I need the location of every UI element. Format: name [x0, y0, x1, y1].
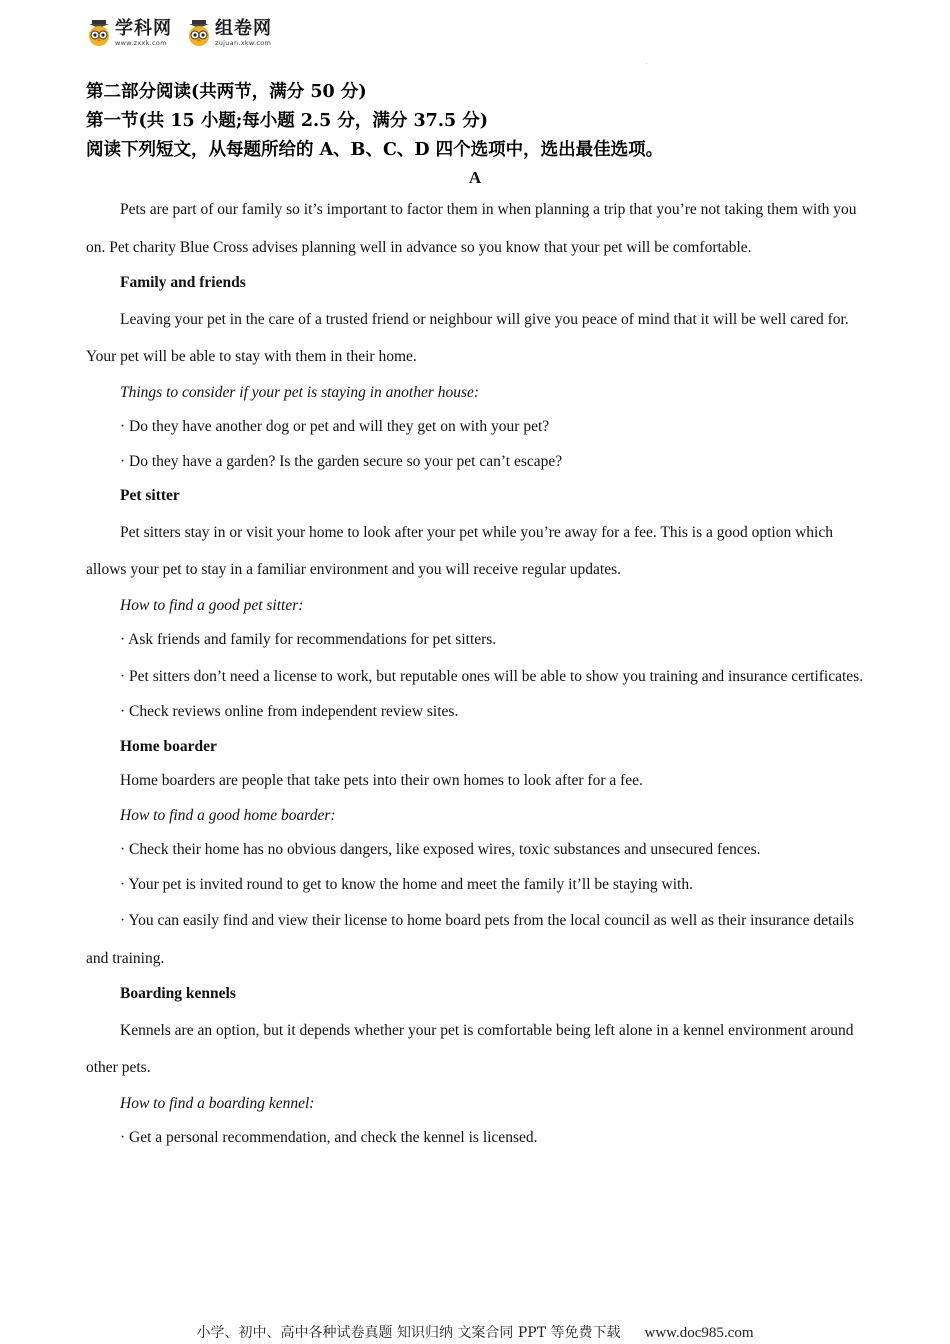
owl-mascot-icon	[186, 19, 212, 47]
owl-mascot-icon	[86, 19, 112, 47]
bullet-item: · Your pet is invited round to get to know the home and meet the family it’ll be staying with.	[120, 875, 693, 893]
exam-content	[86, 78, 864, 1156]
bullet-item: · Check their home has no obvious dangers, like exposed wires, toxic substances and unsecured fences.	[120, 841, 761, 858]
bullet-item: · Do they have a garden? Is the garden secure so your pet can’t escape?	[120, 452, 563, 470]
section-title-kennels: Boarding kennels	[120, 985, 236, 1002]
lead-home-boarder: How to find a good home boarder:	[120, 806, 336, 824]
site-header	[86, 16, 286, 50]
logo-name: 组卷网	[215, 17, 272, 39]
section-title-family: Family and friends	[120, 274, 246, 291]
bullet-item: · Get a personal recommendation, and check the kennel is licensed.	[120, 1129, 538, 1146]
logo-name: 学科网	[115, 17, 172, 39]
logo-url: zujuan.xkw.com	[215, 38, 272, 47]
bullet-item: · Ask friends and family for recommendations for pet sitters.	[120, 631, 497, 648]
bullet-item: · You can easily find and view their license to home board pets from the local council as well as their insurance details and training.	[86, 912, 854, 967]
bullet-item: · Do they have another dog or pet and will they get on with your pet?	[120, 418, 550, 435]
paragraph-home-boarder: Home boarders are people that take pets into their own homes to look after for a fee.	[120, 772, 643, 789]
section-heading: 第二部分阅读(共两节，满分 50 分)	[86, 82, 367, 102]
bullet-item: · Check reviews online from independent review sites.	[120, 703, 459, 720]
paragraph-kennels: Kennels are an option, but it depends whether your pet is comfortable being left alone in a kennel environment around other pets.	[86, 1021, 854, 1076]
section-title-pet-sitter: Pet sitter	[120, 487, 180, 504]
footer-text: 小学、初中、高中各种试卷真题 知识归纳 文案合同 PPT 等免费下载	[196, 1325, 621, 1341]
lead-family: Things to consider if your pet is staying in another house:	[120, 383, 480, 401]
paragraph-pet-sitter: Pet sitters stay in or visit your home to look after your pet while you’re away for a fee. This is a good option which allows your pet to stay in a familiar environment and you will receive regular updates.	[86, 523, 833, 578]
paragraph-family: Leaving your pet in the care of a trusted friend or neighbour will give you peace of mind that it will be well cared for. Your pet will be able to stay with them in their home.	[86, 310, 849, 365]
logo-zujuan[interactable]	[186, 19, 272, 47]
subsection-heading: 第一节(共 15 小题;每小题 2.5 分，满分 37.5 分)	[86, 111, 488, 131]
bullet-item: · Pet sitters don’t need a license to work, but reputable ones will be able to show you training and insurance certificates.	[120, 667, 864, 685]
lead-pet-sitter: How to find a good pet sitter:	[120, 596, 304, 614]
logo-url: www.zxxk.com	[115, 38, 167, 47]
page-footer	[0, 1322, 950, 1342]
speck: .	[646, 60, 648, 66]
footer-link[interactable]: www.doc985.com	[644, 1325, 754, 1341]
intro-paragraph: Pets are part of our family so it’s important to factor them in when planning a trip that you’re not taking them with you on. Pet charity Blue Cross advises planning well in advance so you know that your pet will be comfortable.	[86, 201, 857, 256]
passage-label: A	[468, 168, 482, 187]
lead-kennels: How to find a boarding kennel:	[120, 1094, 315, 1112]
section-title-home-boarder: Home boarder	[120, 737, 217, 755]
logo-zxxk[interactable]	[86, 19, 172, 47]
instruction: 阅读下列短文，从每题所给的 A、B、C、D 四个选项中，选出最佳选项。	[86, 140, 664, 160]
